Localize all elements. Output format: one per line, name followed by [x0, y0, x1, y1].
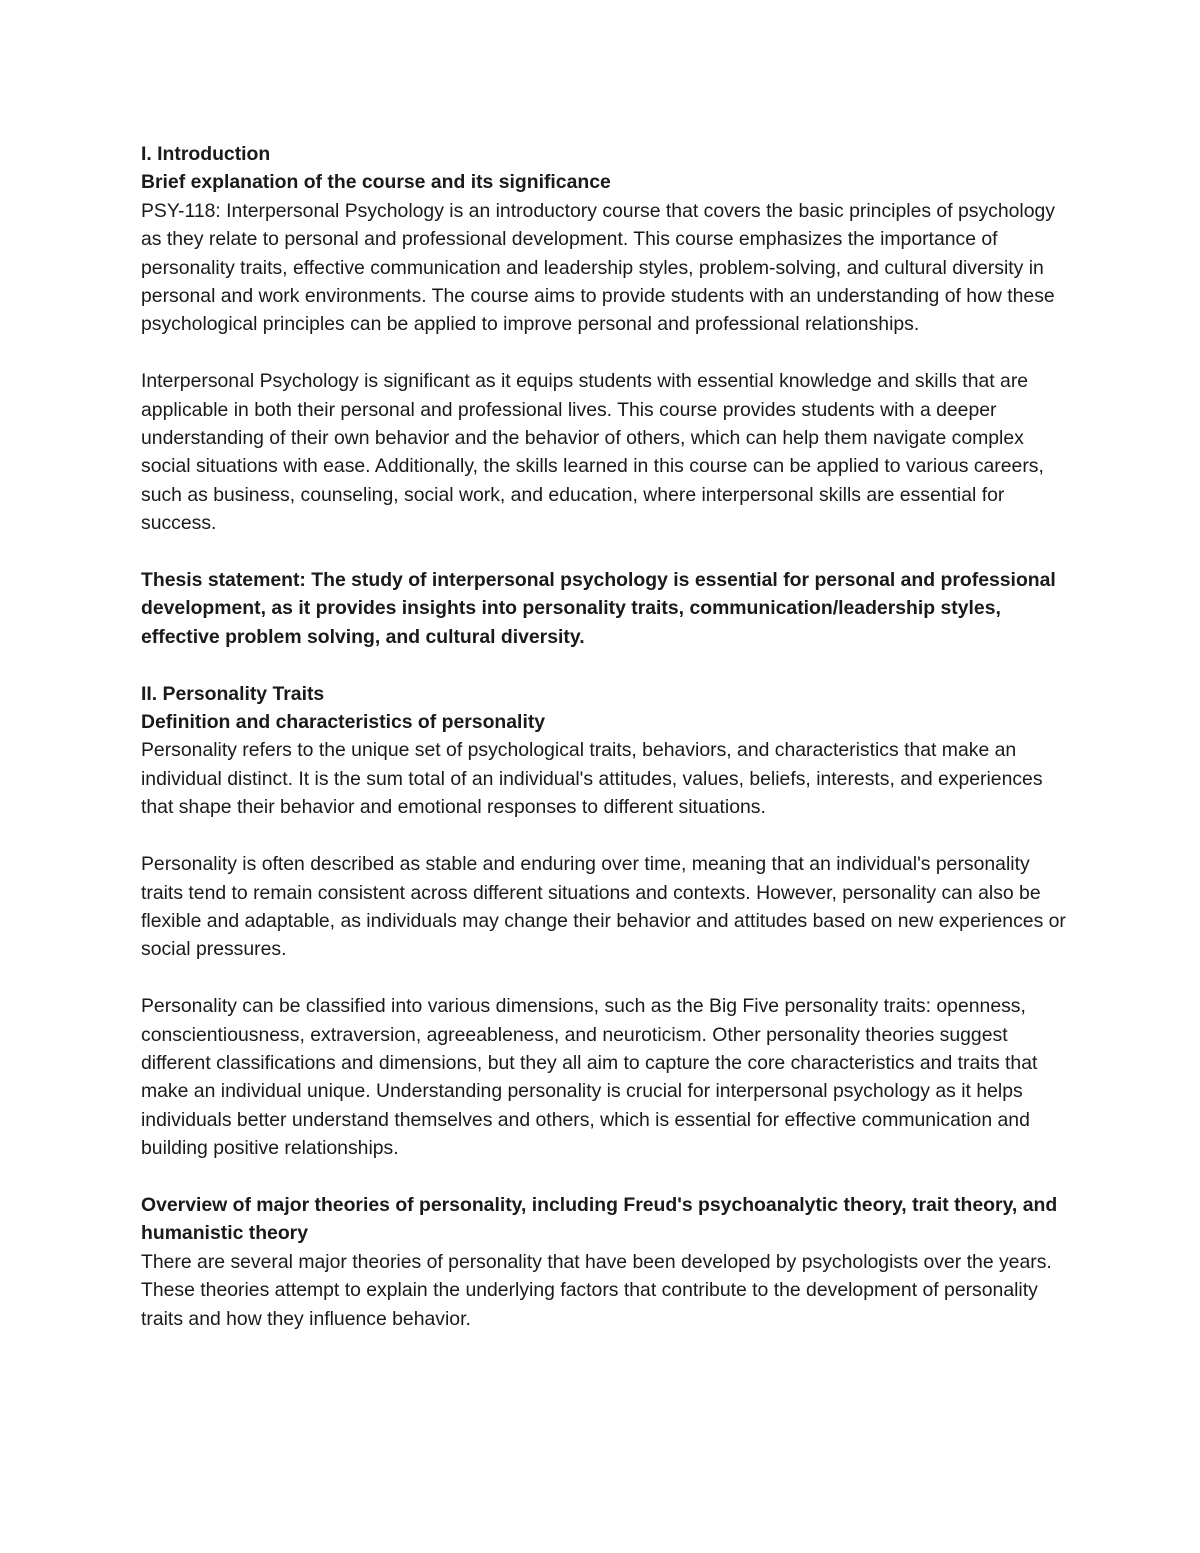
paragraph-course-significance: Interpersonal Psychology is significant as it equips students with essential knowledge and skills that are applicable in both their personal and professional lives. This course provides students with a deeper understanding of their own behavior and the behavior of others, which can help them navigate complex social situations with ease. Additionally, the skills learned in this course can be applied to various careers, such as business, counseling, social work, and education, where interpersonal skills are essential for success.: [141, 370, 1044, 535]
section-heading-introduction: I. Introduction: [141, 143, 271, 165]
paragraph-spacer: [141, 1163, 1066, 1191]
paragraph-personality-theories: There are several major theories of personality that have been developed by psychologists over the years. These theories attempt to explain the underlying factors that contribute to the development of personality traits and how they influence behavior.: [141, 1250, 1052, 1330]
paragraph-personality-definition: Personality refers to the unique set of psychological traits, behaviors, and characteristics that make an individual distinct. It is the sum total of an individual's attitudes, values, beliefs, interests, and experiences that shape their behavior and emotional responses to different situations.: [141, 739, 1043, 819]
paragraph-personality-dimensions: Personality can be classified into various dimensions, such as the Big Five personality traits: openness, conscientiousness, extraversion, agreeableness, and neuroticism. Other personality theories suggest different classifications and dimensions, but they all aim to capture the core characteristics and traits that make an individual unique. Understanding personality is crucial for interpersonal psychology as it helps individuals better understand themselves and others, which is essential for effective communication and building positive relationships.: [141, 995, 1038, 1160]
document-page: [141, 140, 1066, 1333]
paragraph-spacer: [141, 964, 1066, 992]
paragraph-spacer: [141, 822, 1066, 850]
subheading-personality-definition: Definition and characteristics of personality: [141, 711, 546, 734]
paragraph-spacer: [141, 538, 1066, 566]
paragraph-course-overview: PSY-118: Interpersonal Psychology is an introductory course that covers the basic principles of psychology as they relate to personal and professional development. This course emphasizes the importance of personality traits, effective communication and leadership styles, problem-solving, and cultural diversity in personal and work environments. The course aims to provide students with an understanding of how these psychological principles can be applied to improve personal and professional relationships.: [141, 199, 1055, 336]
section-heading-personality-traits: II. Personality Traits: [141, 682, 325, 705]
paragraph-spacer: [141, 651, 1066, 679]
paragraph-personality-stability: Personality is often described as stable and enduring over time, meaning that an individual's personality traits tend to remain consistent across different situations and contexts. However, personality can also be flexible and adaptable, as individuals may change their behavior and attitudes based on new experiences or social pressures.: [141, 853, 1066, 961]
subheading-personality-theories: Overview of major theories of personality, including Freud's psychoanalytic theory, trait theory, and humanistic theory: [141, 1193, 1058, 1245]
paragraph-spacer: [141, 339, 1066, 367]
thesis-statement: Thesis statement: The study of interpersonal psychology is essential for personal and professional development, as it provides insights into personality traits, communication/leadership styles, effective problem solving, and cultural diversity.: [141, 569, 1056, 648]
subheading-course-explanation: Brief explanation of the course and its significance: [141, 171, 611, 194]
